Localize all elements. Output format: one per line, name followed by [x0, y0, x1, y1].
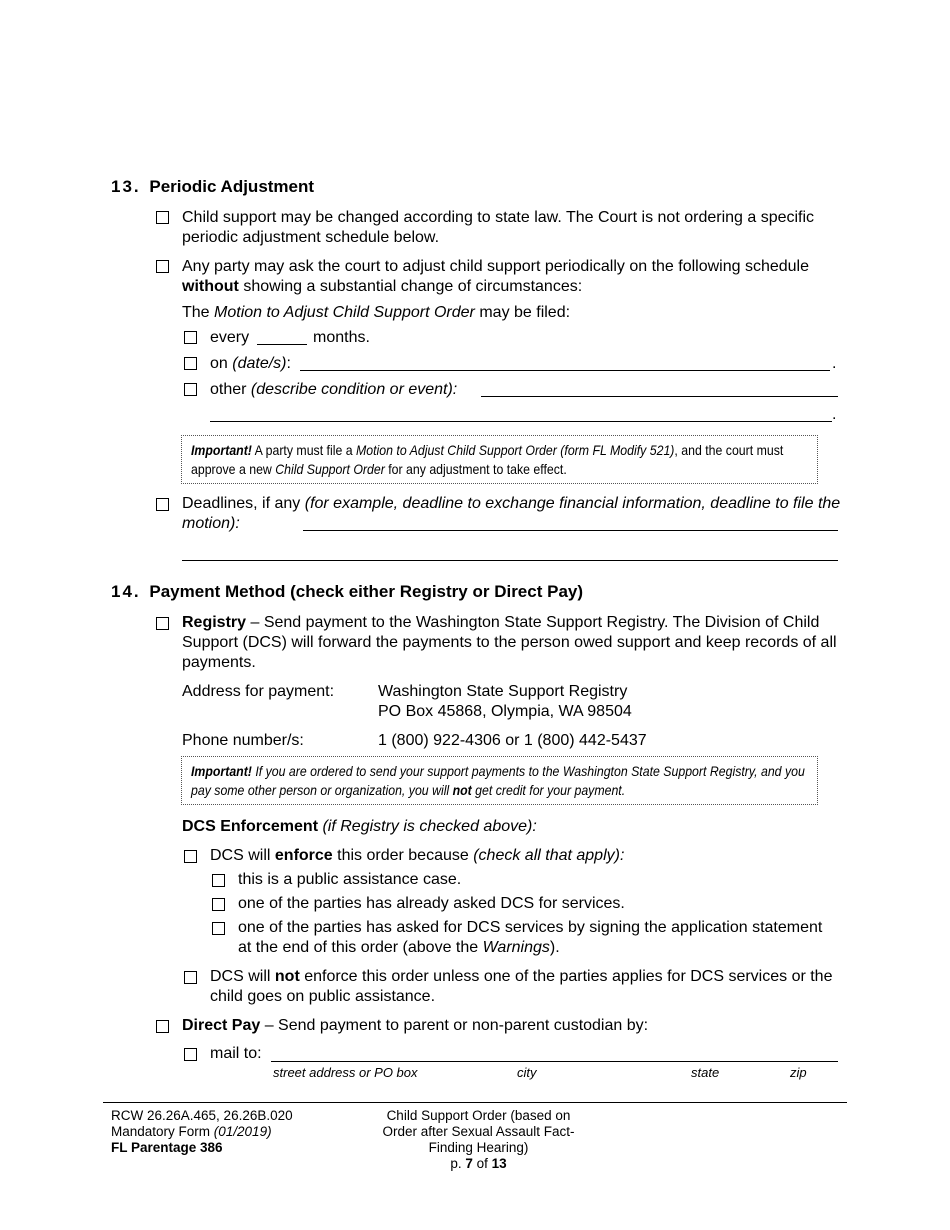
s14-direct-pay-text: Direct Pay – Send payment to parent or non-parent custodian by:	[182, 1017, 649, 1034]
s14-reason-asked-dcs-checkbox[interactable]	[212, 898, 225, 911]
s14-mail-zip-caption: zip	[790, 1065, 807, 1080]
s13-important-box: Important! A party must file a Motion to Adjust Child Support Order (form FL Modify 521), and the court must approve a new Child Support Order for any adjustment to take effect.	[181, 435, 818, 484]
s13-every-label: every	[210, 329, 250, 346]
s14-registry-checkbox[interactable]	[156, 617, 169, 630]
s14-phone-value: 1 (800) 922-4306 or 1 (800) 442-5437	[378, 732, 647, 749]
s14-mail-city-caption: city	[517, 1065, 537, 1080]
page-number: p. 7 of 13	[450, 1156, 507, 1171]
s14-dcs-enforcement-heading: DCS Enforcement (if Registry is checked above):	[182, 818, 537, 835]
s13-other-field[interactable]	[481, 396, 838, 397]
s13-every-months-field[interactable]	[257, 344, 307, 345]
s13-on-date-period: .	[832, 355, 837, 372]
s14-mail-to-label: mail to:	[210, 1045, 262, 1062]
footer-divider	[103, 1102, 847, 1103]
s13-other-checkbox[interactable]	[184, 383, 197, 396]
s14-important-box: Important! If you are ordered to send your support payments to the Washington State Support Registry, and you pay some other person or organization, you will not get credit for your payment.	[181, 756, 818, 805]
s14-reason-public-assistance-checkbox[interactable]	[212, 874, 225, 887]
s14-direct-pay-checkbox[interactable]	[156, 1020, 169, 1033]
s13-months-label: months.	[313, 329, 370, 346]
s13-other-label: other (describe condition or event):	[210, 381, 458, 398]
s13-deadlines-field-line-2[interactable]	[182, 560, 838, 561]
s13-other-period: .	[832, 406, 837, 423]
s13-every-checkbox[interactable]	[184, 331, 197, 344]
s14-not-enforce-checkbox[interactable]	[184, 971, 197, 984]
s14-reason-asked-dcs-text: one of the parties has already asked DCS for services.	[238, 895, 625, 912]
s13-deadlines-field[interactable]	[303, 530, 838, 531]
s13-other-field-line-2[interactable]	[210, 421, 832, 422]
s14-enforce-checkbox[interactable]	[184, 850, 197, 863]
s14-address-label: Address for payment:	[182, 683, 335, 700]
s14-reason-application-checkbox[interactable]	[212, 922, 225, 935]
s13-motion-text: The Motion to Adjust Child Support Order may be filed:	[182, 304, 571, 321]
footer-left: RCW 26.26A.465, 26.26B.020 Mandatory Form (01/2019) FL Parentage 386	[111, 1108, 293, 1155]
s14-mail-to-checkbox[interactable]	[184, 1048, 197, 1061]
footer-center: Child Support Order (based on Order after Sexual Assault Fact- Finding Hearing) p. 7 of 13	[362, 1108, 595, 1172]
s13-periodic-schedule-checkbox[interactable]	[156, 260, 169, 273]
s14-enforce-text: DCS will enforce this order because (check all that apply):	[210, 847, 625, 864]
s14-address-value: Washington State Support Registry PO Box 45868, Olympia, WA 98504	[378, 683, 632, 720]
s13-deadlines-text: Deadlines, if any (for example, deadline to exchange financial information, deadline to file the motion):	[182, 495, 841, 532]
s13-on-date-field[interactable]	[300, 370, 830, 371]
s14-mail-state-caption: state	[691, 1065, 720, 1080]
section-14-heading: 14. Payment Method (check either Registry or Direct Pay)	[111, 582, 584, 601]
footer-form-id: FL Parentage 386	[111, 1140, 223, 1155]
s14-reason-public-assistance-text: this is a public assistance case.	[238, 871, 462, 888]
s14-not-enforce-text: DCS will not enforce this order unless one of the parties applies for DCS services or the child goes on public assistance.	[210, 968, 833, 1005]
s14-mail-street-caption: street address or PO box	[273, 1065, 418, 1080]
s14-phone-label: Phone number/s:	[182, 732, 304, 749]
s13-deadlines-checkbox[interactable]	[156, 498, 169, 511]
s13-periodic-schedule-text: Any party may ask the court to adjust child support periodically on the following schedule without showing a substantial change of circumstances:	[182, 258, 810, 295]
s14-mail-to-field[interactable]	[271, 1061, 838, 1062]
section-13-heading: 13. Periodic Adjustment	[111, 177, 315, 196]
s13-on-date-checkbox[interactable]	[184, 357, 197, 370]
s13-no-schedule-text: Child support may be changed according to state law. The Court is not ordering a specific periodic adjustment schedule below.	[182, 209, 815, 246]
s13-on-date-label: on (date/s):	[210, 355, 291, 372]
s13-no-schedule-checkbox[interactable]	[156, 211, 169, 224]
s14-registry-text: Registry – Send payment to the Washington State Support Registry. The Division of Child Support (DCS) will forward the payments to the person owed support and keep records of all payments.	[182, 614, 837, 671]
s14-reason-application-text: one of the parties has asked for DCS services by signing the application statement at the end of this order (above the Warnings).	[238, 919, 823, 956]
